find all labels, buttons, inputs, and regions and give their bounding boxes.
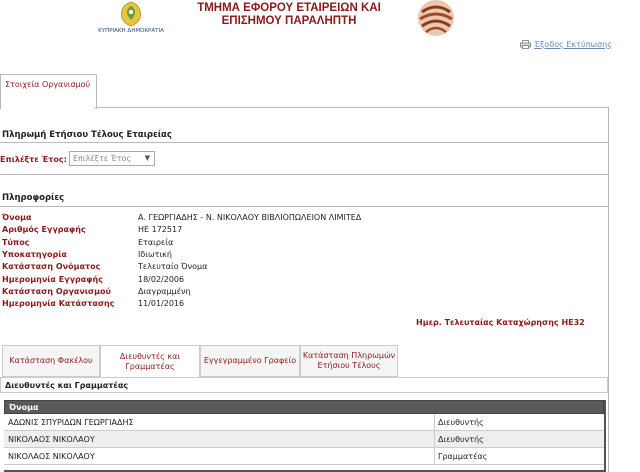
field-label-organization-status: Κατάσταση Οργανισμού: [2, 287, 111, 296]
field-label-registration-number: Αριθμός Εγγραφής: [2, 225, 86, 234]
field-value-subcategory: Ιδιωτική: [138, 250, 172, 259]
table-row[interactable]: [4, 414, 604, 431]
print-link[interactable]: Έξοδος Εκτύπωσης: [534, 40, 612, 49]
tab-label: Στοιχεία Οργανισμού: [5, 80, 91, 89]
tab-directors-secretary[interactable]: [100, 345, 200, 378]
director-name: ΝΙΚΟΛΑΟΣ ΝΙΚΟΛΑΟΥ: [8, 435, 95, 444]
field-value-name-status: Τελευταίο Όνομα: [138, 262, 208, 271]
table-row[interactable]: [4, 431, 604, 448]
department-emblem-icon: [412, 0, 460, 38]
panel-border-right: [608, 107, 609, 472]
field-value-registration-number: ΗΕ 172517: [138, 225, 183, 234]
table-row[interactable]: [4, 448, 604, 465]
gov-logo-text: ΚΥΠΡΙΑΚΗ ΔΗΜΟΚΡΑΤΙΑ: [98, 28, 164, 34]
field-value-registration-date: 18/02/2006: [138, 275, 185, 284]
page-title: [183, 2, 395, 28]
field-label-status-date: Ημερομηνία Κατάστασης: [2, 299, 115, 308]
column-header-name: Όνομα: [9, 403, 39, 412]
title-line-1: ΤΜΗΜΑ ΕΦΟΡΟΥ ΕΤΑΙΡΕΙΩΝ ΚΑΙ: [197, 2, 381, 14]
director-role: Διευθυντής: [438, 418, 484, 427]
divider: [0, 174, 608, 175]
panel-border-top: [95, 107, 609, 108]
printer-icon[interactable]: [520, 40, 531, 49]
title-line-2: ΕΠΙΣΗΜΟΥ ΠΑΡΑΛΗΠΤΗ: [221, 15, 357, 27]
tab-label: Κατάσταση Φακέλου: [9, 356, 93, 365]
field-value-status-date: 11/01/2016: [138, 299, 185, 308]
cyprus-government-logo: [98, 0, 164, 38]
divider: [0, 142, 608, 143]
field-label-registration-date: Ημερομηνία Εγγραφής: [2, 275, 103, 284]
director-name: ΑΔΩΝΙΣ ΣΠΥΡΙΔΩΝ ΓΕΩΡΓΙΑΔΗΣ: [8, 418, 134, 427]
column-divider: [434, 431, 435, 448]
field-label-name: Όνομα: [2, 213, 32, 222]
payment-section-title: Πληρωμή Ετήσιου Τέλους Εταιρείας: [2, 130, 172, 140]
year-label: Επιλέξτε Έτος:: [0, 155, 67, 164]
director-name: ΝΙΚΟΛΑΟΣ ΝΙΚΟΛΑΟΥ: [8, 452, 95, 461]
tab-label: Εγγεγραμμένο Γραφείο: [203, 356, 297, 365]
field-value-type: Εταιρεία: [138, 238, 174, 247]
directors-table: [4, 400, 606, 472]
divider: [0, 206, 608, 207]
tab-label: Κατάσταση Πληρωμών Ετήσιου Τέλους: [302, 351, 396, 370]
year-select[interactable]: [69, 151, 155, 166]
info-section-title: Πληροφορίες: [2, 193, 65, 203]
field-label-type: Τύπος: [2, 238, 30, 247]
year-select-value: Επιλέξτε Έτος: [73, 154, 132, 163]
field-label-name-status: Κατάσταση Ονόματος: [2, 262, 101, 271]
director-role: Διευθυντής: [438, 435, 484, 444]
field-label-subcategory: Υποκατηγορία: [2, 250, 67, 259]
tab-registered-office[interactable]: [200, 345, 300, 377]
directors-panel-header: [0, 377, 608, 393]
tab-organization-details[interactable]: [0, 74, 97, 109]
directors-panel-title: Διευθυντές και Γραμματέας: [5, 381, 129, 390]
field-value-organization-status: Διαγραμμένη: [138, 287, 191, 296]
column-divider: [434, 448, 435, 465]
column-divider: [434, 414, 435, 431]
table-header: [4, 400, 604, 414]
cyprus-emblem-icon: [116, 0, 146, 28]
tab-file-status[interactable]: [2, 345, 100, 377]
tab-annual-fee-payment-status[interactable]: [300, 345, 398, 377]
last-filing-date-label: Ημερ. Τελευταίας Καταχώρησης ΗΕ32: [416, 318, 585, 327]
director-role: Γραμματέας: [438, 452, 488, 461]
chevron-down-icon: ▼: [144, 154, 150, 162]
tab-label: Διευθυντές και Γραμματέας: [119, 352, 181, 371]
page-header: [0, 0, 640, 40]
field-value-name: Α. ΓΕΩΡΓΙΑΔΗΣ - Ν. ΝΙΚΟΛΑΟΥ ΒΙΒΛΙΟΠΩΛΕΙΟΝ ΛΙΜΙΤΕΔ: [138, 213, 362, 222]
